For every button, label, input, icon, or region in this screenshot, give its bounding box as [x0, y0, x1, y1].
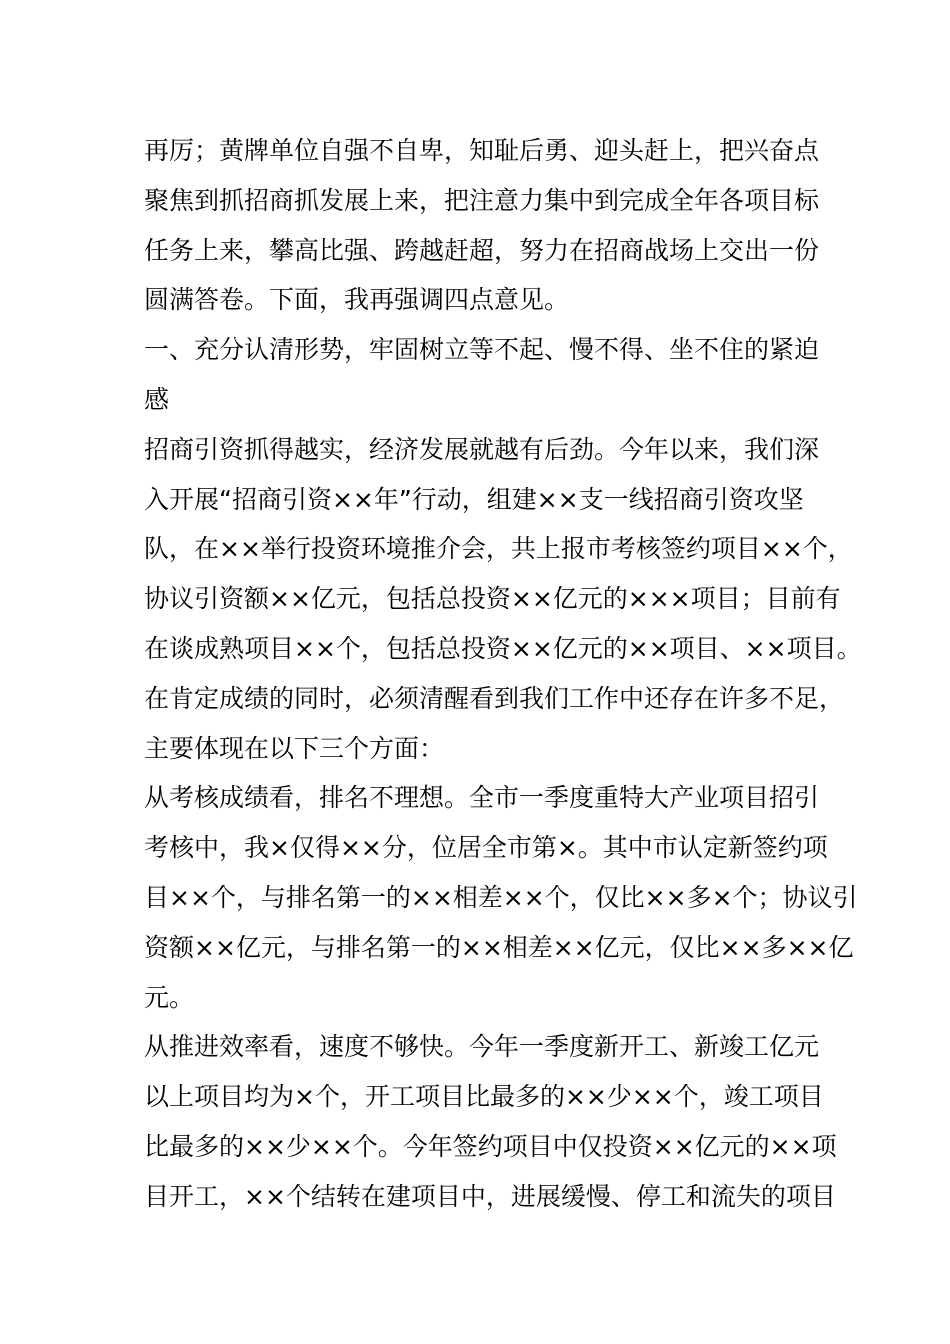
text-line: 资额××亿元，与排名第一的××相差××亿元，仅比××多××亿 [144, 932, 854, 962]
text-line: 比最多的××少××个。今年签约项目中仅投资××亿元的××项 [144, 1131, 837, 1161]
text-line: 入开展“招商引资××年”行动，组建××支一线招商引资攻坚 [144, 484, 804, 514]
text-line: 协议引资额××亿元，包括总投资××亿元的×××项目；目前有 [144, 584, 841, 614]
text-line: 在肯定成绩的同时，必须清醒看到我们工作中还存在许多不足， [144, 683, 845, 713]
text-line: 从推进效率看，速度不够快。今年一季度新开工、新竣工亿元 [144, 1032, 820, 1062]
text-line: 主要体现在以下三个方面： [144, 733, 445, 763]
text-line: 招商引资抓得越实，经济发展就越有后劲。今年以来，我们深 [144, 434, 820, 464]
text-line: 目××个，与排名第一的××相差××个，仅比××多×个；协议引 [144, 882, 858, 912]
text-line: 目开工，××个结转在建项目中，进展缓慢、停工和流失的项目 [144, 1181, 836, 1211]
text-line: 队，在××举行投资环境推介会，共上报市考核签约项目××个， [144, 534, 853, 564]
section-heading-line: 感 [144, 384, 170, 414]
text-line: 在谈成熟项目××个，包括总投资××亿元的××项目、××项目。 [144, 633, 862, 663]
text-line: 元。 [144, 982, 195, 1012]
text-line: 再厉；黄牌单位自强不自卑，知耻后勇、迎头赶上，把兴奋点 [144, 136, 820, 165]
text-line: 考核中，我×仅得××分，位居全市第×。其中市认定新签约项 [144, 833, 828, 863]
text-line: 聚焦到抓招商抓发展上来，把注意力集中到完成全年各项目标 [144, 185, 820, 215]
text-line: 从考核成绩看，排名不理想。全市一季度重特大产业项目招引 [144, 783, 820, 813]
text-line: 以上项目均为×个，开工项目比最多的××少××个，竣工项目 [144, 1082, 824, 1112]
text-line: 任务上来，攀高比强、跨越赶超，努力在招商战场上交出一份 [144, 235, 820, 265]
section-heading-line: 一、充分认清形势，牢固树立等不起、慢不得、坐不住的紧迫 [144, 335, 820, 365]
body-text [144, 126, 862, 1222]
text-line: 圆满答卷。下面，我再强调四点意见。 [144, 285, 570, 315]
